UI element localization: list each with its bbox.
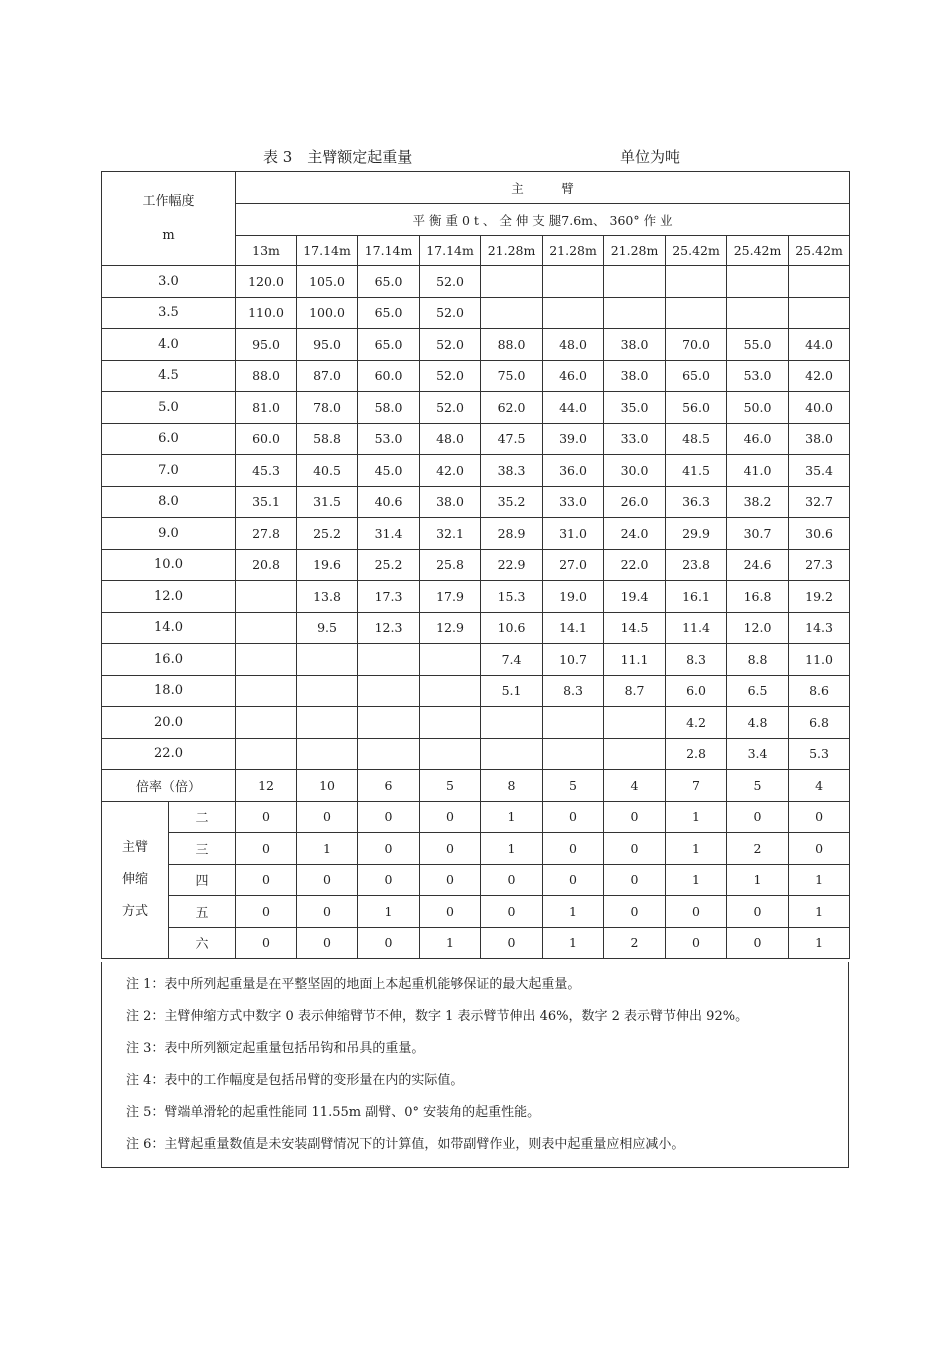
- load-cell: 11.1: [604, 644, 666, 676]
- load-cell: 8.3: [543, 675, 604, 707]
- ratio-label: 倍率（倍）: [102, 770, 236, 802]
- load-cell: 52.0: [420, 360, 481, 392]
- ratio-cell: 8: [481, 770, 543, 802]
- telescoping-cell: 0: [358, 801, 420, 833]
- telescoping-cell: 0: [727, 801, 789, 833]
- telescoping-cell: 0: [666, 927, 727, 959]
- note-5: 注 5：臂端单滑轮的起重性能同 11.55m 副臂、0° 安装角的起重性能。: [126, 1105, 541, 1120]
- telescoping-cell: 1: [420, 927, 481, 959]
- telescoping-cell: 1: [481, 833, 543, 865]
- load-cell: 52.0: [420, 297, 481, 329]
- load-cell: 8.6: [789, 675, 850, 707]
- load-cell: [481, 266, 543, 298]
- load-cell: [727, 297, 789, 329]
- load-cell: 19.0: [543, 581, 604, 613]
- boom-length-header: 17.14m: [420, 236, 481, 266]
- telescoping-cell: 0: [727, 896, 789, 928]
- load-cell: 60.0: [358, 360, 420, 392]
- telescoping-cell: 0: [236, 801, 297, 833]
- telescoping-cell: 1: [666, 801, 727, 833]
- note-2: 注 2：主臂伸缩方式中数字 0 表示伸缩臂节不伸，数字 1 表示臂节伸出 46%，数字 2 表示臂节伸出 92%。: [126, 1009, 749, 1024]
- telescoping-cell: 0: [420, 896, 481, 928]
- load-cell: 48.0: [420, 423, 481, 455]
- load-cell: 88.0: [236, 360, 297, 392]
- telescoping-row: [102, 864, 850, 896]
- load-cell: 6.0: [666, 675, 727, 707]
- load-cell: 27.3: [789, 549, 850, 581]
- telescoping-cell: 0: [236, 864, 297, 896]
- load-cell: 75.0: [481, 360, 543, 392]
- telescoping-cell: 2: [727, 833, 789, 865]
- table-row: [102, 486, 850, 518]
- table-row: [102, 612, 850, 644]
- boom-length-header: 17.14m: [297, 236, 358, 266]
- load-cell: 10.6: [481, 612, 543, 644]
- load-cell: 22.0: [604, 549, 666, 581]
- load-cell: 41.5: [666, 455, 727, 487]
- load-cell: [604, 297, 666, 329]
- load-cell: 44.0: [789, 329, 850, 361]
- load-cell: 11.4: [666, 612, 727, 644]
- load-cell: [236, 738, 297, 770]
- section-name-cell: 三: [169, 833, 236, 865]
- radius-cell: 22.0: [102, 738, 236, 770]
- telescoping-cell: 0: [420, 864, 481, 896]
- load-cell: 35.2: [481, 486, 543, 518]
- load-cell: 16.8: [727, 581, 789, 613]
- load-cell: [481, 738, 543, 770]
- telescoping-cell: 0: [481, 927, 543, 959]
- load-cell: 56.0: [666, 392, 727, 424]
- radius-cell: 8.0: [102, 486, 236, 518]
- load-cell: 33.0: [543, 486, 604, 518]
- telescoping-cell: 0: [236, 927, 297, 959]
- section-name-cell: 二: [169, 801, 236, 833]
- load-cell: 38.0: [789, 423, 850, 455]
- load-cell: 25.2: [358, 549, 420, 581]
- load-cell: 50.0: [727, 392, 789, 424]
- table-row: [102, 549, 850, 581]
- section-name-cell: 五: [169, 896, 236, 928]
- load-cell: 8.8: [727, 644, 789, 676]
- table-caption: 表 3 主臂额定起重量: [263, 148, 413, 166]
- load-cell: 87.0: [297, 360, 358, 392]
- telescoping-cell: 1: [727, 864, 789, 896]
- load-cell: 40.0: [789, 392, 850, 424]
- telescoping-cell: 0: [543, 864, 604, 896]
- load-cell: 48.0: [543, 329, 604, 361]
- load-cell: 35.1: [236, 486, 297, 518]
- telescoping-cell: 0: [236, 896, 297, 928]
- telescoping-cell: 1: [358, 896, 420, 928]
- load-cell: 24.6: [727, 549, 789, 581]
- load-cell: 10.7: [543, 644, 604, 676]
- load-cell: 38.0: [604, 360, 666, 392]
- load-cell: [236, 675, 297, 707]
- load-cell: 12.9: [420, 612, 481, 644]
- load-cell: 52.0: [420, 392, 481, 424]
- telescoping-label: 主臂 伸缩 方式: [102, 801, 169, 959]
- load-cell: 55.0: [727, 329, 789, 361]
- load-cell: 52.0: [420, 329, 481, 361]
- load-cell: 42.0: [420, 455, 481, 487]
- ratio-row: [102, 770, 850, 802]
- radius-cell: 12.0: [102, 581, 236, 613]
- boom-length-header: 25.42m: [727, 236, 789, 266]
- radius-cell: 5.0: [102, 392, 236, 424]
- load-cell: 105.0: [297, 266, 358, 298]
- telescoping-cell: 0: [604, 864, 666, 896]
- telescoping-cell: 1: [789, 896, 850, 928]
- radius-cell: 6.0: [102, 423, 236, 455]
- telescoping-cell: 1: [789, 864, 850, 896]
- load-cell: 27.8: [236, 518, 297, 550]
- load-cell: 12.0: [727, 612, 789, 644]
- telescoping-cell: 2: [604, 927, 666, 959]
- load-cell: 15.3: [481, 581, 543, 613]
- load-cell: 14.1: [543, 612, 604, 644]
- load-cell: [420, 644, 481, 676]
- load-cell: 81.0: [236, 392, 297, 424]
- boom-length-header: 25.42m: [666, 236, 727, 266]
- load-cell: 30.7: [727, 518, 789, 550]
- load-cell: [727, 266, 789, 298]
- load-cell: 45.0: [358, 455, 420, 487]
- load-cell: 32.7: [789, 486, 850, 518]
- load-cell: 52.0: [420, 266, 481, 298]
- load-cell: 39.0: [543, 423, 604, 455]
- telescoping-cell: 0: [420, 833, 481, 865]
- load-cell: 13.8: [297, 581, 358, 613]
- telescoping-cell: 0: [420, 801, 481, 833]
- load-cell: [543, 707, 604, 739]
- table-row: [102, 455, 850, 487]
- radius-cell: 4.0: [102, 329, 236, 361]
- load-cell: 88.0: [481, 329, 543, 361]
- load-cell: 45.3: [236, 455, 297, 487]
- load-cell: 36.0: [543, 455, 604, 487]
- table-row: [102, 518, 850, 550]
- telescoping-row: [102, 801, 850, 833]
- load-cell: [543, 266, 604, 298]
- load-cell: 53.0: [358, 423, 420, 455]
- load-cell: [604, 266, 666, 298]
- telescoping-cell: 0: [543, 833, 604, 865]
- telescoping-cell: 1: [297, 833, 358, 865]
- telescoping-cell: 1: [543, 896, 604, 928]
- load-cell: 3.4: [727, 738, 789, 770]
- radius-cell: 9.0: [102, 518, 236, 550]
- load-cell: 17.9: [420, 581, 481, 613]
- telescoping-cell: 0: [666, 896, 727, 928]
- load-cell: 40.6: [358, 486, 420, 518]
- load-cell: [604, 738, 666, 770]
- table-row: [102, 266, 850, 298]
- load-cell: 25.8: [420, 549, 481, 581]
- load-cell: 78.0: [297, 392, 358, 424]
- telescoping-cell: 0: [297, 801, 358, 833]
- note-6: 注 6：主臂起重量数值是未安装副臂情况下的计算值，如带副臂作业，则表中起重量应相应减小。: [126, 1137, 685, 1152]
- load-cell: 65.0: [666, 360, 727, 392]
- load-cell: [236, 644, 297, 676]
- boom-length-header: 13m: [236, 236, 297, 266]
- load-cell: 110.0: [236, 297, 297, 329]
- load-cell: 120.0: [236, 266, 297, 298]
- table-row: [102, 644, 850, 676]
- load-cell: [297, 675, 358, 707]
- boom-length-header: 25.42m: [789, 236, 850, 266]
- table-row: [102, 297, 850, 329]
- ratio-cell: 10: [297, 770, 358, 802]
- telescoping-cell: 0: [297, 896, 358, 928]
- load-cell: 9.5: [297, 612, 358, 644]
- rated-load-table: [101, 171, 850, 959]
- load-cell: [789, 297, 850, 329]
- load-cell: 62.0: [481, 392, 543, 424]
- unit-label: 单位为吨: [620, 148, 681, 166]
- load-cell: 26.0: [604, 486, 666, 518]
- load-cell: 2.8: [666, 738, 727, 770]
- ratio-cell: 4: [604, 770, 666, 802]
- load-cell: 41.0: [727, 455, 789, 487]
- load-cell: [789, 266, 850, 298]
- boom-length-header: 21.28m: [604, 236, 666, 266]
- load-cell: 31.5: [297, 486, 358, 518]
- ratio-cell: 5: [727, 770, 789, 802]
- load-cell: [481, 707, 543, 739]
- load-cell: 23.8: [666, 549, 727, 581]
- load-cell: 16.1: [666, 581, 727, 613]
- telescoping-row: [102, 927, 850, 959]
- load-cell: 14.3: [789, 612, 850, 644]
- boom-length-header: 21.28m: [543, 236, 604, 266]
- load-cell: 36.3: [666, 486, 727, 518]
- load-cell: 65.0: [358, 329, 420, 361]
- load-cell: [604, 707, 666, 739]
- load-cell: 5.1: [481, 675, 543, 707]
- load-cell: [236, 612, 297, 644]
- load-cell: 58.8: [297, 423, 358, 455]
- telescoping-cell: 0: [481, 896, 543, 928]
- load-cell: 30.6: [789, 518, 850, 550]
- load-cell: [420, 738, 481, 770]
- load-cell: [666, 266, 727, 298]
- load-cell: 12.3: [358, 612, 420, 644]
- load-cell: 38.0: [420, 486, 481, 518]
- load-cell: [297, 644, 358, 676]
- load-cell: 44.0: [543, 392, 604, 424]
- note-1: 注 1：表中所列起重量是在平整坚固的地面上本起重机能够保证的最大起重量。: [126, 977, 581, 992]
- load-cell: 65.0: [358, 266, 420, 298]
- load-cell: 28.9: [481, 518, 543, 550]
- load-cell: [420, 675, 481, 707]
- radius-cell: 14.0: [102, 612, 236, 644]
- load-cell: [420, 707, 481, 739]
- load-cell: 27.0: [543, 549, 604, 581]
- load-cell: [543, 738, 604, 770]
- load-cell: 70.0: [666, 329, 727, 361]
- notes-section: [101, 962, 849, 1168]
- table-row: [102, 329, 850, 361]
- radius-cell: 20.0: [102, 707, 236, 739]
- load-cell: 5.3: [789, 738, 850, 770]
- telescoping-row: [102, 896, 850, 928]
- load-cell: 60.0: [236, 423, 297, 455]
- telescoping-cell: 0: [297, 864, 358, 896]
- load-cell: [481, 297, 543, 329]
- telescoping-cell: 1: [789, 927, 850, 959]
- telescoping-cell: 0: [604, 801, 666, 833]
- table-row: [102, 360, 850, 392]
- load-cell: 38.0: [604, 329, 666, 361]
- telescoping-cell: 0: [543, 801, 604, 833]
- section-name-cell: 四: [169, 864, 236, 896]
- load-cell: 47.5: [481, 423, 543, 455]
- load-cell: 6.8: [789, 707, 850, 739]
- telescoping-cell: 0: [789, 833, 850, 865]
- telescoping-cell: 0: [358, 864, 420, 896]
- note-4: 注 4：表中的工作幅度是包括吊臂的变形量在内的实际值。: [126, 1073, 464, 1088]
- load-cell: 35.4: [789, 455, 850, 487]
- load-cell: 19.6: [297, 549, 358, 581]
- ratio-cell: 12: [236, 770, 297, 802]
- load-cell: 22.9: [481, 549, 543, 581]
- telescoping-cell: 0: [358, 927, 420, 959]
- load-cell: 8.3: [666, 644, 727, 676]
- ratio-cell: 5: [543, 770, 604, 802]
- load-cell: 46.0: [727, 423, 789, 455]
- radius-cell: 18.0: [102, 675, 236, 707]
- load-cell: [236, 581, 297, 613]
- note-3: 注 3：表中所列额定起重量包括吊钩和吊具的重量。: [126, 1041, 425, 1056]
- load-cell: 19.4: [604, 581, 666, 613]
- table-row: [102, 392, 850, 424]
- table-row: [102, 675, 850, 707]
- load-cell: 46.0: [543, 360, 604, 392]
- radius-cell: 4.5: [102, 360, 236, 392]
- load-cell: 95.0: [297, 329, 358, 361]
- load-cell: 58.0: [358, 392, 420, 424]
- boom-length-header: 17.14m: [358, 236, 420, 266]
- load-cell: 4.8: [727, 707, 789, 739]
- load-cell: 33.0: [604, 423, 666, 455]
- load-cell: 24.0: [604, 518, 666, 550]
- ratio-cell: 4: [789, 770, 850, 802]
- load-cell: [297, 707, 358, 739]
- load-cell: 14.5: [604, 612, 666, 644]
- table-row: [102, 581, 850, 613]
- load-cell: 32.1: [420, 518, 481, 550]
- radius-cell: 3.5: [102, 297, 236, 329]
- telescoping-cell: 0: [604, 896, 666, 928]
- telescoping-cell: 1: [666, 864, 727, 896]
- load-cell: [358, 675, 420, 707]
- load-cell: [358, 707, 420, 739]
- load-cell: 4.2: [666, 707, 727, 739]
- ratio-cell: 7: [666, 770, 727, 802]
- load-cell: 8.7: [604, 675, 666, 707]
- load-cell: 40.5: [297, 455, 358, 487]
- load-cell: [358, 738, 420, 770]
- boom-length-header: 21.28m: [481, 236, 543, 266]
- section-name-cell: 六: [169, 927, 236, 959]
- load-cell: 30.0: [604, 455, 666, 487]
- radius-cell: 10.0: [102, 549, 236, 581]
- load-cell: 48.5: [666, 423, 727, 455]
- load-cell: 11.0: [789, 644, 850, 676]
- load-cell: [666, 297, 727, 329]
- load-cell: 100.0: [297, 297, 358, 329]
- telescoping-cell: 0: [297, 927, 358, 959]
- work-radius-header: 工作幅度 m: [102, 172, 236, 266]
- condition-header: 平 衡 重 0 t 、 全 伸 支 腿7.6m、 360° 作 业: [236, 204, 850, 236]
- load-cell: [358, 644, 420, 676]
- table-row: [102, 738, 850, 770]
- telescoping-cell: 0: [236, 833, 297, 865]
- telescoping-row: [102, 833, 850, 865]
- load-cell: 65.0: [358, 297, 420, 329]
- load-cell: 31.4: [358, 518, 420, 550]
- load-cell: 31.0: [543, 518, 604, 550]
- load-cell: 95.0: [236, 329, 297, 361]
- load-cell: 53.0: [727, 360, 789, 392]
- load-cell: 20.8: [236, 549, 297, 581]
- telescoping-cell: 0: [481, 864, 543, 896]
- load-cell: 6.5: [727, 675, 789, 707]
- load-cell: 19.2: [789, 581, 850, 613]
- telescoping-cell: 0: [789, 801, 850, 833]
- load-cell: 35.0: [604, 392, 666, 424]
- load-cell: 38.2: [727, 486, 789, 518]
- load-cell: [543, 297, 604, 329]
- load-cell: 42.0: [789, 360, 850, 392]
- radius-cell: 3.0: [102, 266, 236, 298]
- radius-cell: 7.0: [102, 455, 236, 487]
- telescoping-cell: 1: [666, 833, 727, 865]
- telescoping-cell: 0: [358, 833, 420, 865]
- load-cell: 25.2: [297, 518, 358, 550]
- load-cell: 29.9: [666, 518, 727, 550]
- ratio-cell: 6: [358, 770, 420, 802]
- telescoping-cell: 0: [604, 833, 666, 865]
- main-boom-header: 主 臂: [236, 172, 850, 204]
- load-cell: [297, 738, 358, 770]
- load-cell: [236, 707, 297, 739]
- telescoping-cell: 0: [727, 927, 789, 959]
- ratio-cell: 5: [420, 770, 481, 802]
- load-cell: 7.4: [481, 644, 543, 676]
- telescoping-cell: 1: [543, 927, 604, 959]
- table-row: [102, 707, 850, 739]
- load-cell: 17.3: [358, 581, 420, 613]
- load-cell: 38.3: [481, 455, 543, 487]
- radius-cell: 16.0: [102, 644, 236, 676]
- table-row: [102, 423, 850, 455]
- telescoping-cell: 1: [481, 801, 543, 833]
